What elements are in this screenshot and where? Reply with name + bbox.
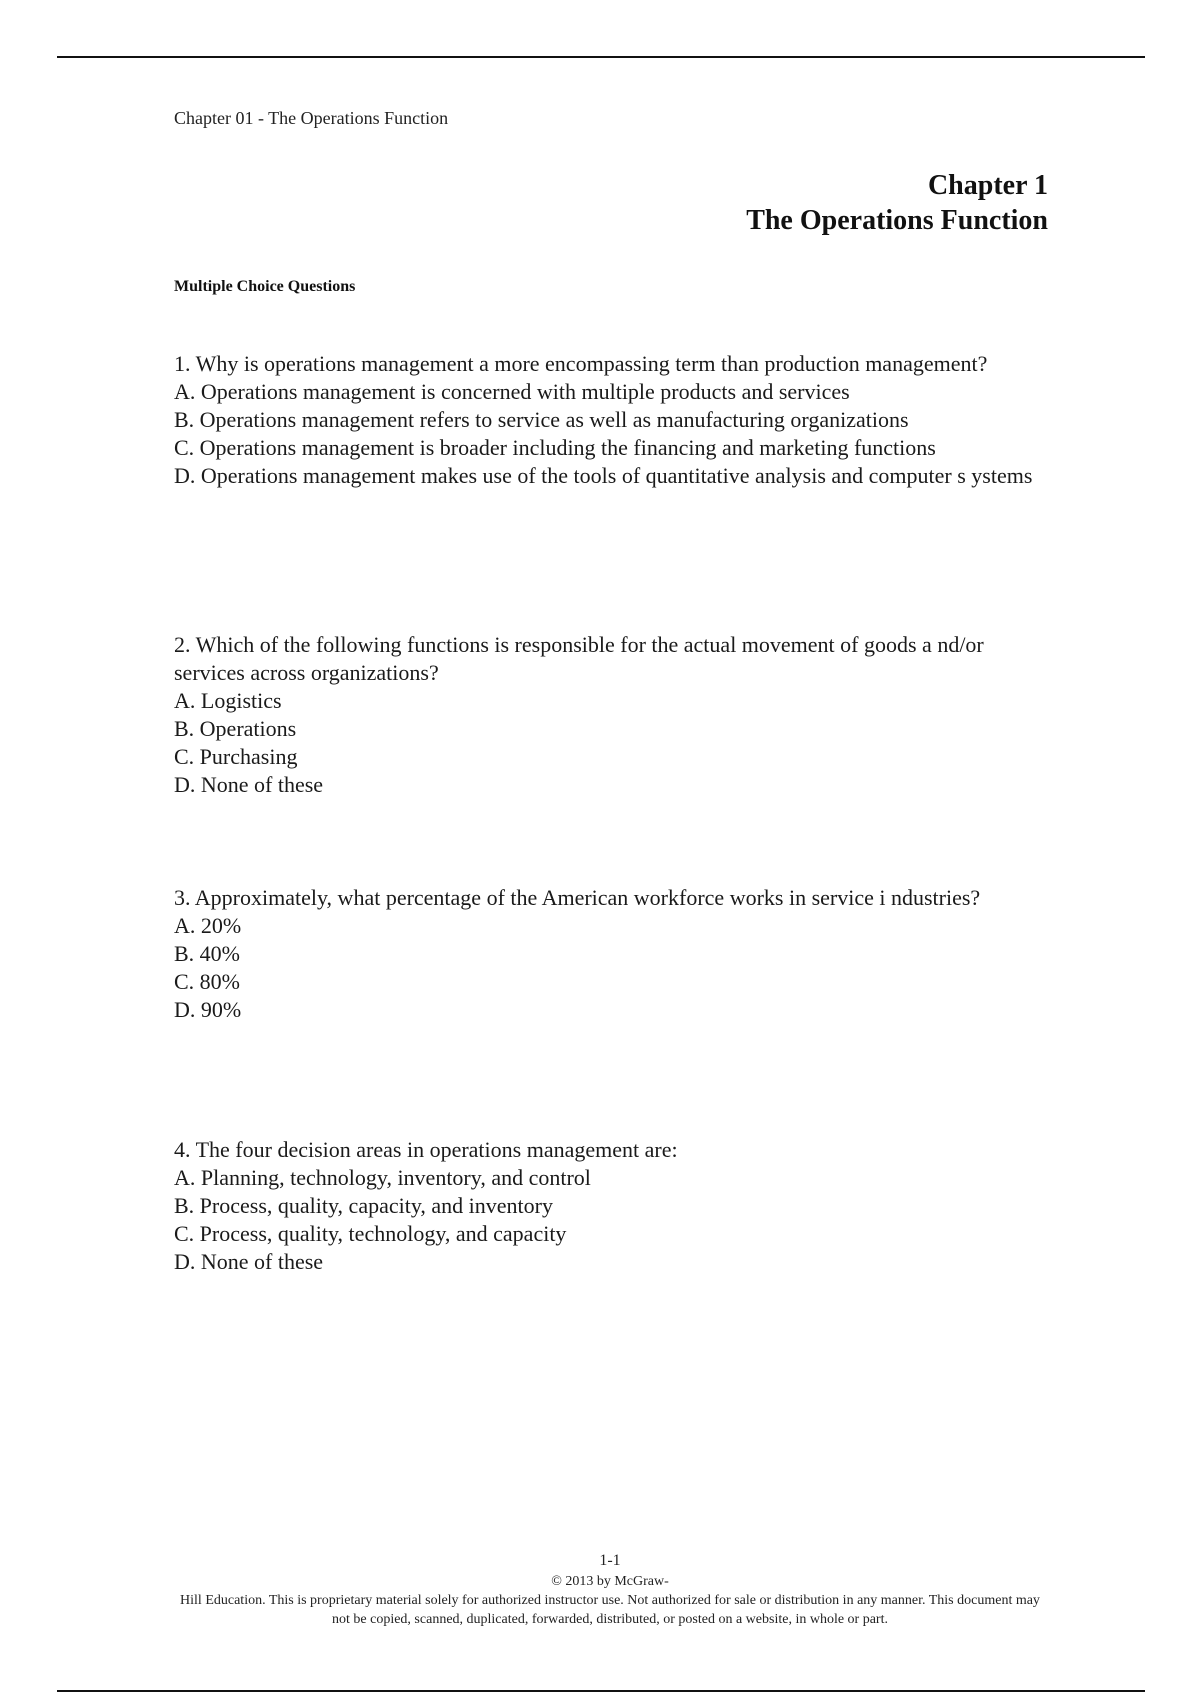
choice-a: A. Operations management is concerned with multiple products and services xyxy=(174,379,850,404)
question-4 xyxy=(174,1136,1054,1276)
choice-b: B. 40% xyxy=(174,941,240,966)
choice-a: A. Logistics xyxy=(174,688,282,713)
question-3 xyxy=(174,884,1054,1024)
page-number: 1-1 xyxy=(599,1552,621,1569)
chapter-title xyxy=(746,168,1048,238)
question-stem: 4. The four decision areas in operations management are: xyxy=(174,1137,678,1162)
choice-b: B. Operations xyxy=(174,716,297,741)
page-footer xyxy=(170,1550,1050,1629)
choice-a: A. 20% xyxy=(174,913,242,938)
choice-b: B. Operations management refers to service as well as manufacturing organizations xyxy=(174,407,909,432)
choice-c: C. Process, quality, technology, and capacity xyxy=(174,1221,567,1246)
choice-c: C. 80% xyxy=(174,969,240,994)
question-stem: 1. Why is operations management a more encompassing term than production management? xyxy=(174,351,988,376)
choice-d: D. 90% xyxy=(174,997,242,1022)
question-2 xyxy=(174,631,1054,799)
choice-b: B. Process, quality, capacity, and inventory xyxy=(174,1193,553,1218)
bottom-rule xyxy=(57,1690,1145,1692)
question-1 xyxy=(174,350,1054,490)
choice-c: C. Purchasing xyxy=(174,744,298,769)
question-stem: 3. Approximately, what percentage of the American workforce works in service i ndustries? xyxy=(174,885,981,910)
choice-c: C. Operations management is broader including the financing and marketing functions xyxy=(174,435,936,460)
copyright-notice: Hill Education. This is proprietary material solely for authorized instructor use. Not authorized for sale or distribution in any manner. This document may not be copied, scanned, duplicated, forwarded, distributed, or posted on a website, in whole or part. xyxy=(180,1593,1040,1627)
section-heading: Multiple Choice Questions xyxy=(174,278,356,295)
choice-d: D. None of these xyxy=(174,1249,324,1274)
choice-d: D. None of these xyxy=(174,772,324,797)
choice-a: A. Planning, technology, inventory, and control xyxy=(174,1165,591,1190)
top-rule xyxy=(57,56,1145,58)
running-header: Chapter 01 - The Operations Function xyxy=(174,108,449,128)
question-stem: 2. Which of the following functions is responsible for the actual movement of goods a nd/or services across organizations? xyxy=(174,632,984,685)
chapter-number: Chapter 1 xyxy=(927,170,1048,201)
choice-d: D. Operations management makes use of the tools of quantitative analysis and computer s ystems xyxy=(174,463,1033,488)
chapter-name: The Operations Function xyxy=(746,205,1048,236)
copyright-line: © 2013 by McGraw- xyxy=(551,1574,669,1589)
